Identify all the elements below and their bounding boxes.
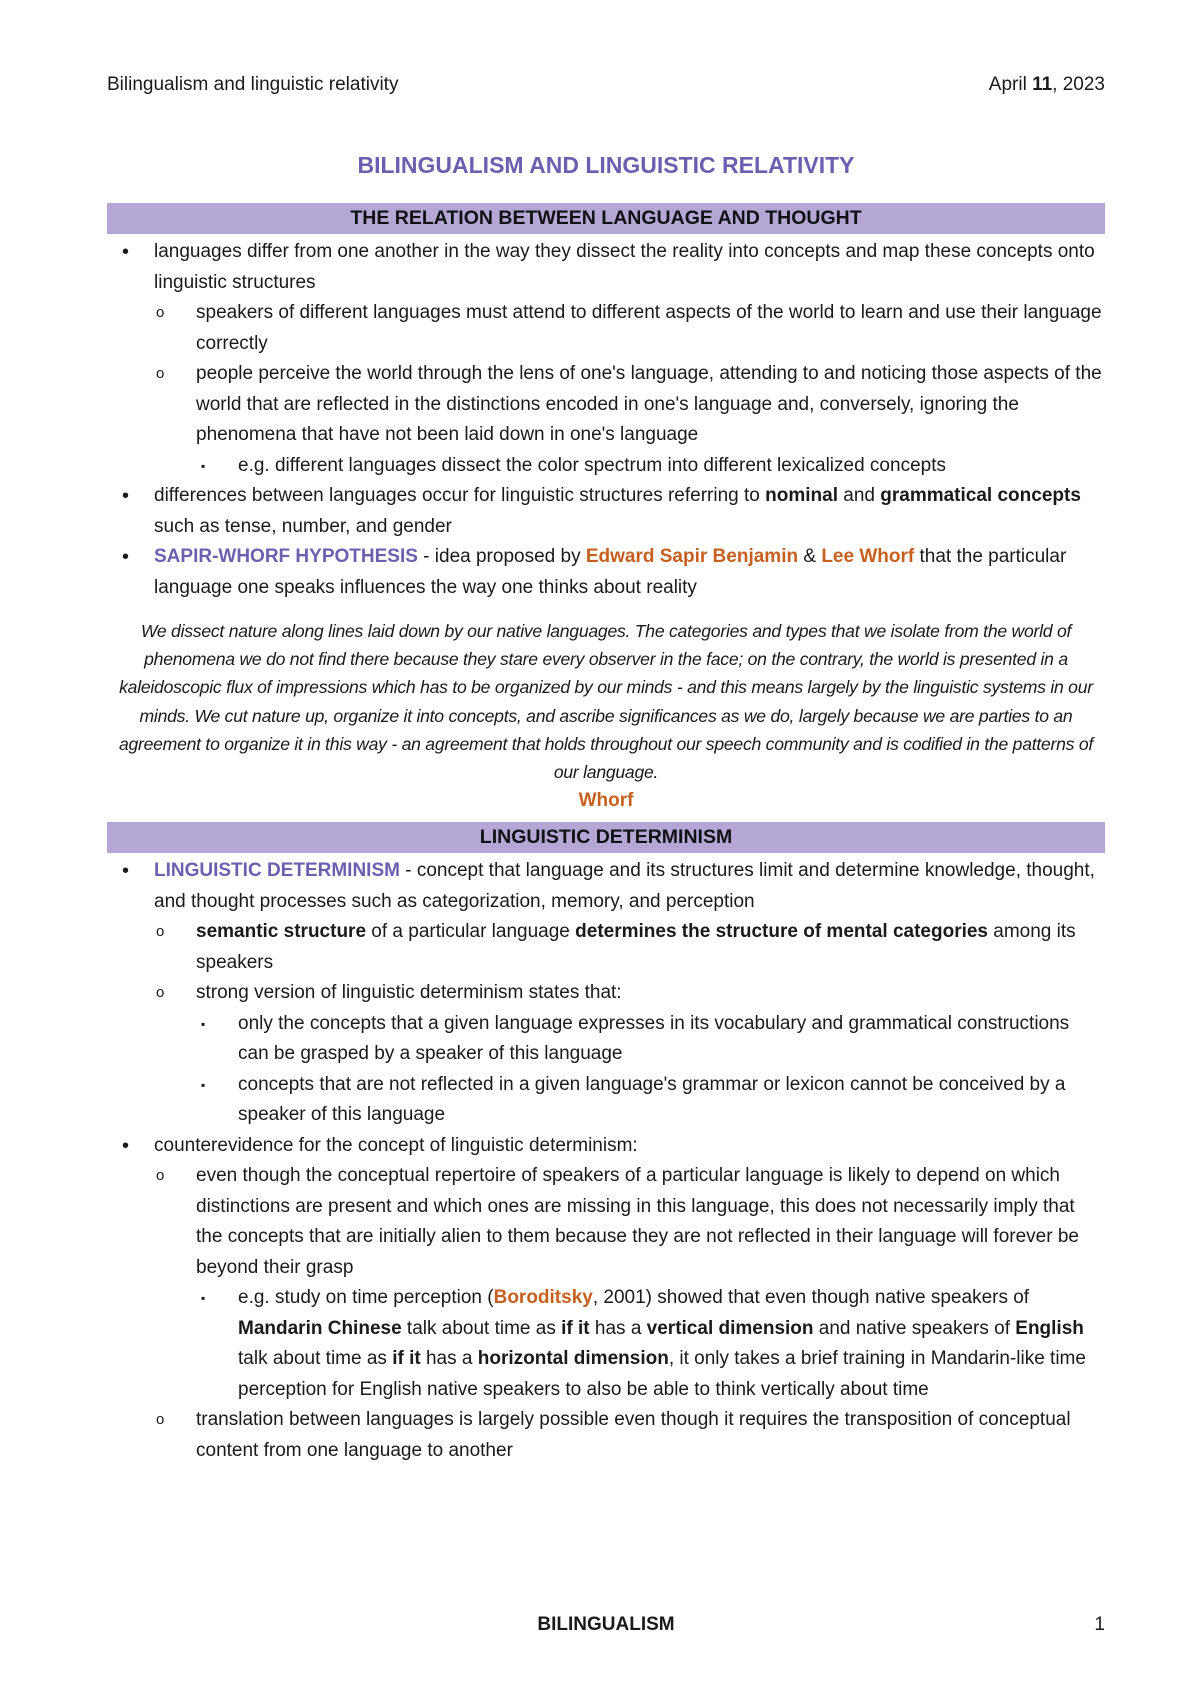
bullet-square-icon: ▪	[201, 1077, 206, 1092]
bullet-dot-icon: •	[122, 1134, 130, 1157]
page-header	[107, 72, 1105, 98]
list-item: ▪ e.g. study on time perception (Boroditsky, 2001) showed that even though native speakers of Mandarin Chinese talk about time as if it has a vertical dimension and native speakers of English talk about time as if it has a horizontal dimension, it only takes a brief training in Mandarin-like time perception for English native speakers to also be able to think vertically about time	[196, 1283, 1105, 1405]
bullet-dot-icon: •	[122, 546, 130, 568]
header-left: Bilingualism and linguistic relativity	[107, 74, 399, 95]
bullet-circle-icon: o	[156, 1411, 165, 1429]
section1-list	[107, 237, 1105, 603]
list-item: • LINGUISTIC DETERMINISM - concept that language and its structures limit and determine knowledge, thought, and thought processes such as categorization, memory, and perception o semantic structure of a particular language determines the structure of mental categories among its speakers o strong version of linguistic determinism states that: ▪ only the concepts that a given language expresses in its vocabulary and grammatical constructions can be grasped by a speaker of this language ▪ concepts that are not reflected in a given language's grammar or lexicon cannot be conceived by a speaker of this language	[107, 856, 1105, 1131]
list-item: ▪ e.g. different languages dissect the color spectrum into different lexicalized concepts	[196, 451, 1105, 482]
name-boroditsky: Boroditsky	[493, 1287, 593, 1309]
list-item: o strong version of linguistic determinism states that: ▪ only the concepts that a given language expresses in its vocabulary and grammatical constructions can be grasped by a speaker of this language ▪ concepts that are not reflected in a given language's grammar or lexicon cannot be conceived by a speaker of this language	[154, 978, 1105, 1131]
list-item: o people perceive the world through the lens of one's language, attending to and noticing those aspects of the world that are reflected in the distinctions encoded in one's language and, conversely, ignoring the phenomena that have not been laid down in one's language ▪ e.g. different languages dissect the color spectrum into different lexicalized concepts	[154, 359, 1105, 481]
bullet-square-icon: ▪	[201, 458, 206, 473]
bullet-circle-icon: o	[156, 1167, 165, 1185]
list-item: o speakers of different languages must attend to different aspects of the world to learn and use their language correctly	[154, 298, 1105, 359]
bullet-circle-icon: o	[156, 304, 165, 321]
term-sapir-whorf: SAPIR-WHORF HYPOTHESIS	[154, 546, 418, 567]
list-item: • SAPIR-WHORF HYPOTHESIS - idea proposed by Edward Sapir Benjamin & Lee Whorf that the particular language one speaks influences the way one thinks about reality	[107, 542, 1105, 603]
list-item: • differences between languages occur for linguistic structures referring to nominal and grammatical concepts such as tense, number, and gender	[107, 481, 1105, 542]
bullet-square-icon: ▪	[201, 1291, 206, 1306]
section-heading-linguistic-determinism: LINGUISTIC DETERMINISM	[107, 822, 1105, 853]
list-item: • counterevidence for the concept of linguistic determinism: o even though the conceptual repertoire of speakers of a particular language is likely to depend on which distinctions are present and which ones are missing in this language, this does not necessarily imply that the concepts that are initially alien to them because they are not reflected in their language will forever be beyond their grasp ▪ e.g. study on time perception (Boroditsky, 2001) showed that even though native speakers of Mandarin Chinese talk about time as if it has a vertical dimension and native speakers of English talk about time as if it has a horizontal dimension, it only takes a brief training in Mandarin-like time perception for English native speakers to also be able to think vertically about time o translation between languages is largely possible even though it requires the transposition of conceptual content from one language to another	[107, 1131, 1105, 1467]
bullet-circle-icon: o	[156, 984, 165, 1002]
bullet-dot-icon: •	[122, 485, 130, 507]
header-date: April 11, 2023	[988, 74, 1105, 95]
page-footer	[107, 1612, 1105, 1638]
bullet-dot-icon: •	[122, 241, 130, 263]
section2-list	[107, 856, 1105, 1466]
quote-author: Whorf	[578, 790, 634, 812]
list-item: • languages differ from one another in the way they dissect the reality into concepts and map these concepts onto linguistic structures o speakers of different languages must attend to different aspects of the world to learn and use their language correctly o people perceive the world through the lens of one's language, attending to and noticing those aspects of the world that are reflected in the distinctions encoded in one's language and, conversely, ignoring the phenomena that have not been laid down in one's language ▪ e.g. different languages dissect the color spectrum into different lexicalized concepts	[107, 237, 1105, 481]
list-item: o translation between languages is largely possible even though it requires the transposition of conceptual content from one language to another	[154, 1405, 1105, 1466]
document-title: BILINGUALISM AND LINGUISTIC RELATIVITY	[357, 152, 855, 178]
bullet-dot-icon: •	[122, 860, 130, 883]
list-item: ▪ concepts that are not reflected in a given language's grammar or lexicon cannot be conceived by a speaker of this language	[196, 1070, 1105, 1131]
list-item: ▪ only the concepts that a given language expresses in its vocabulary and grammatical constructions can be grasped by a speaker of this language	[196, 1009, 1105, 1070]
name-lee-whorf: Lee Whorf	[821, 546, 915, 567]
bullet-circle-icon: o	[156, 923, 165, 941]
section-heading-language-thought: THE RELATION BETWEEN LANGUAGE AND THOUGHT	[107, 203, 1105, 234]
bullet-circle-icon: o	[156, 365, 165, 382]
term-linguistic-determinism: LINGUISTIC DETERMINISM	[154, 860, 400, 882]
whorf-quote: We dissect nature along lines laid down by our native languages. The categories and types that we isolate from the world of phenomena we do not find there because they stare every observer in the face; on the contrary, the world is presented in a kaleidoscopic flux of impressions which has to be organized by our minds - and this means largely by the linguistic systems in our minds. We cut nature up, organize it into concepts, and ascribe significances as we do, largely because we are parties to an agreement to organize it in this way - an agreement that holds throughout our speech community and is codified in the patterns of our language.	[118, 621, 1094, 783]
page-number: 1	[1094, 1614, 1105, 1635]
bullet-square-icon: ▪	[201, 1016, 206, 1031]
list-item: o even though the conceptual repertoire of speakers of a particular language is likely to depend on which distinctions are present and which ones are missing in this language, this does not necessarily imply that the concepts that are initially alien to them because they are not reflected in their language will forever be beyond their grasp ▪ e.g. study on time perception (Boroditsky, 2001) showed that even though native speakers of Mandarin Chinese talk about time as if it has a vertical dimension and native speakers of English talk about time as if it has a horizontal dimension, it only takes a brief training in Mandarin-like time perception for English native speakers to also be able to think vertically about time	[154, 1161, 1105, 1405]
footer-title: BILINGUALISM	[537, 1614, 675, 1635]
list-item: o semantic structure of a particular language determines the structure of mental categories among its speakers	[154, 917, 1105, 978]
name-edward-sapir: Edward Sapir Benjamin	[585, 546, 799, 567]
